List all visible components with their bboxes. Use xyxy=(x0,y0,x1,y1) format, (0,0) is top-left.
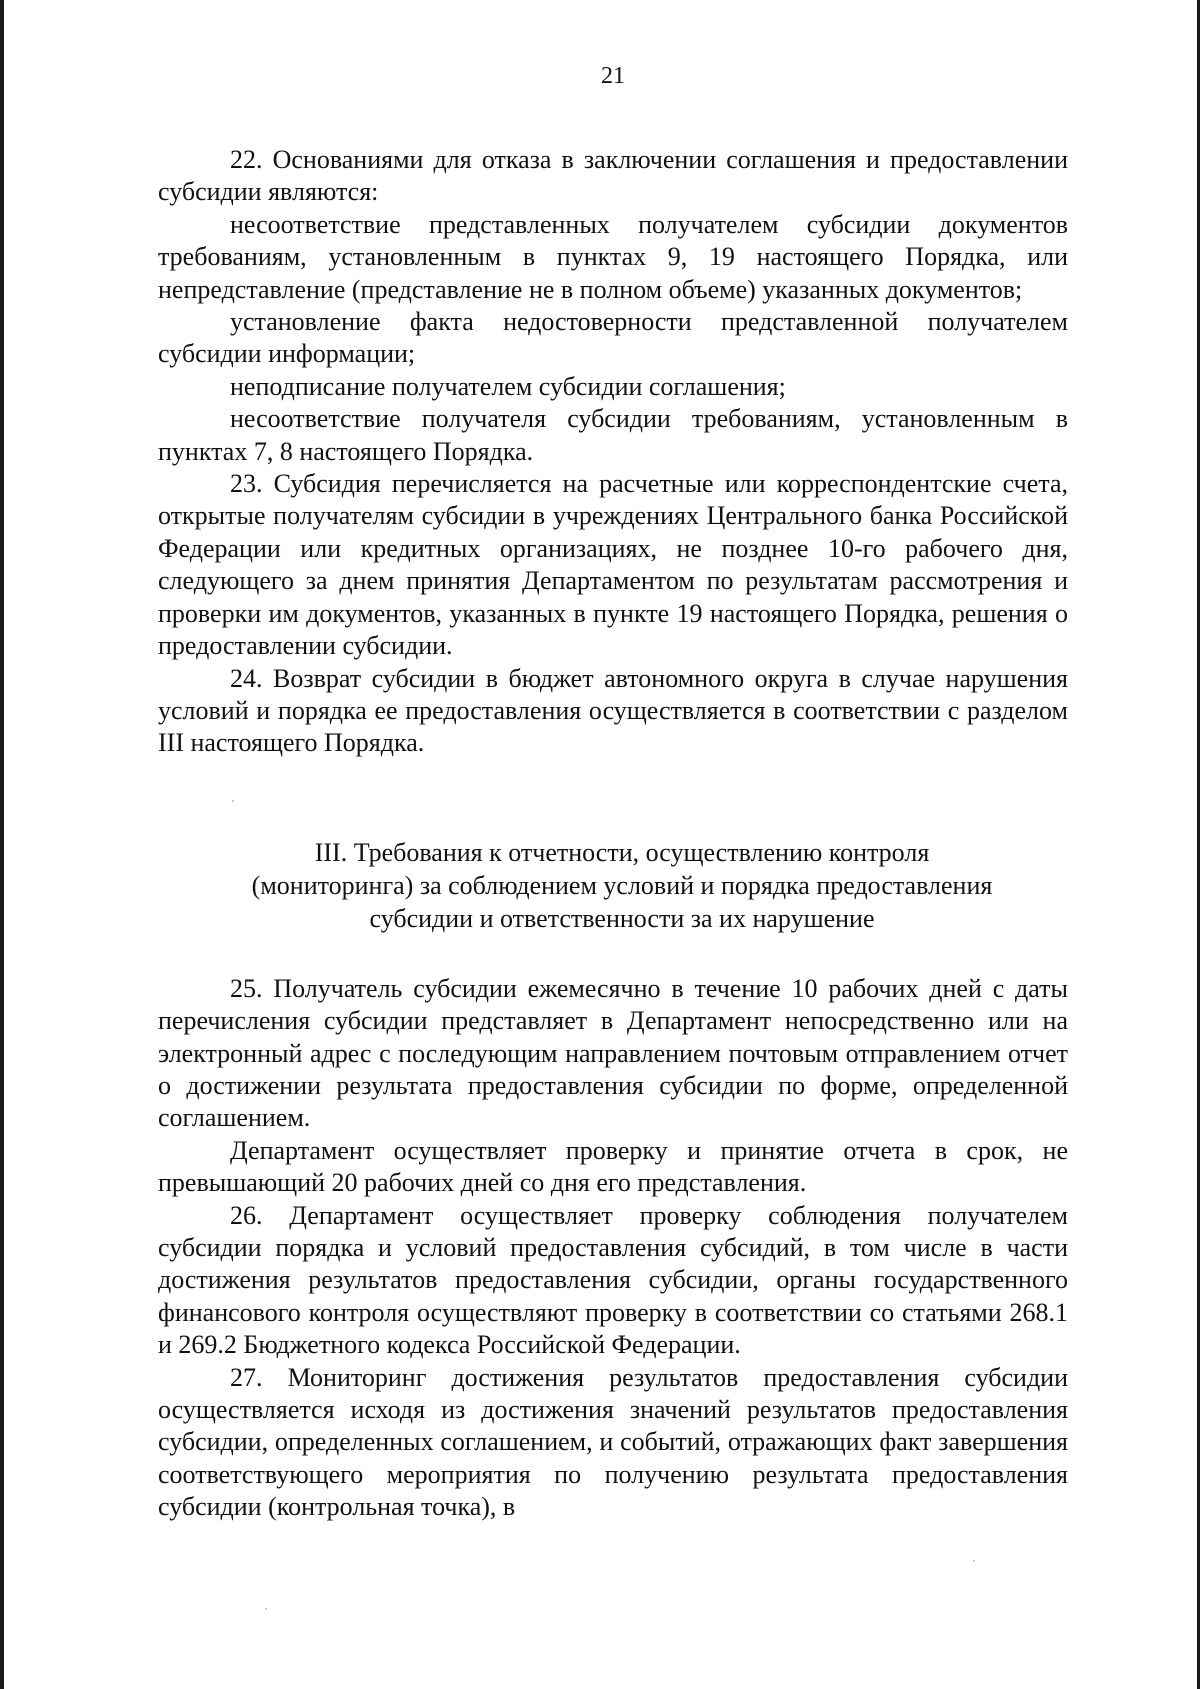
paragraph-27: 27. Мониторинг достижения результатов предоставления субсидии осуществляется исходя из достижения значений результатов предоставления субсидии, определенных соглашением, и событий, отражающих факт завершения соответствующего мероприятия по получению результата предоставления субсидии (контрольная точка), в xyxy=(158,1362,1068,1522)
paragraph-26: 26. Департамент осуществляет проверку соблюдения получателем субсидии порядка и условий предоставления субсидий, в том числе в части достижения результатов предоставления субсидии, органы государственного финансового контроля осуществляют проверку в соответствии со статьями 268.1 и 269.2 Бюджетного кодекса Российской Федерации. xyxy=(158,1200,1068,1360)
paragraph-22-item-4: несоответствие получателя субсидии требованиям, установленным в пунктах 7, 8 настоящего Порядка. xyxy=(158,404,1068,466)
section-heading-line-2: (мониторинга) за соблюдением условий и порядка предоставления xyxy=(251,870,993,900)
scan-speck xyxy=(973,1560,975,1562)
paragraph-23: 23. Субсидия перечисляется на расчетные или корреспондентские счета, открытые получателям субсидии в учреждениях Центрального банка Российской Федерации или кредитных организациях, не позднее 10-го рабочего дня, следующего за днем принятия Департаментом по результатам рассмотрения и проверки им документов, указанных в пункте 19 настоящего Порядка, решения о предоставлении субсидии. xyxy=(158,469,1068,661)
section-heading xyxy=(158,836,1068,935)
page-number: 21 xyxy=(601,63,625,89)
paragraph-25-continuation: Департамент осуществляет проверку и принятие отчета в срок, не превышающий 20 рабочих дней со дня его представления. xyxy=(158,1135,1068,1198)
paragraph-22-item-3: неподписание получателем субсидии соглашения; xyxy=(230,371,786,401)
scan-speck xyxy=(265,1608,267,1610)
paragraph-25: 25. Получатель субсидии ежемесячно в течение 10 рабочих дней с даты перечисления субсидии представляет в Департамент непосредственно или на электронный адрес с последующим направлением почтовым отправлением отчет о достижении результата предоставления субсидии по форме, определенной соглашением. xyxy=(158,973,1068,1133)
paragraphs-after-heading xyxy=(158,973,1068,1524)
document-page xyxy=(158,58,1068,1524)
paragraph-22-item-2: установление факта недостоверности представленной получателем субсидии информации; xyxy=(158,307,1068,369)
paragraph-22: 22. Основаниями для отказа в заключении соглашения и предоставлении субсидии являются: xyxy=(158,145,1068,207)
paragraph-24: 24. Возврат субсидии в бюджет автономного округа в случае нарушения условий и порядка ее предоставления осуществляется в соответствии с разделом III настоящего Порядка. xyxy=(158,663,1068,758)
scan-left-border xyxy=(0,0,4,1689)
section-heading-line-3: субсидии и ответственности за их нарушение xyxy=(369,903,875,933)
paragraph-22-item-1: несоответствие представленных получателем субсидии документов требованиям, установленным в пунктах 9, 19 настоящего Порядка, или непредставление (представление не в полном объеме) указанных документов; xyxy=(158,209,1068,304)
paragraphs-before-heading xyxy=(158,144,1068,760)
section-heading-line-1: III. Требования к отчетности, осуществлению контроля xyxy=(314,837,930,867)
